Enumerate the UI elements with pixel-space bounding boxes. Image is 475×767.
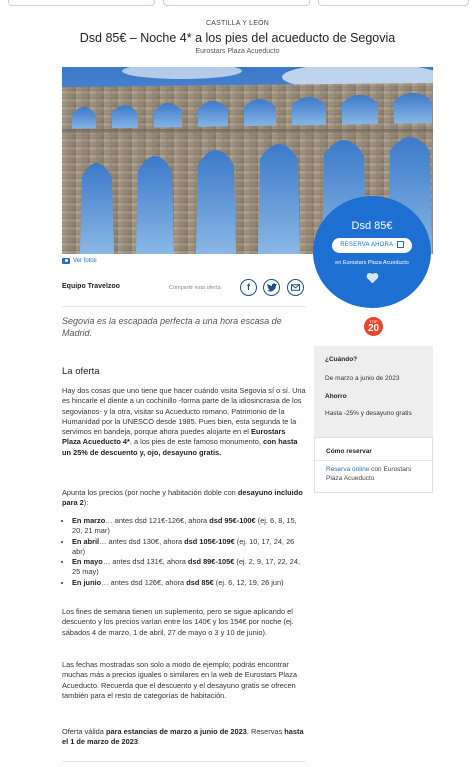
- price-dates: (ej. 2, 9, 17, 22, 24, 25 may): [72, 557, 301, 577]
- divider: [62, 306, 306, 307]
- price-month: En junio: [72, 577, 102, 587]
- offer-paragraph-1: [62, 386, 306, 458]
- price-item: [72, 516, 306, 537]
- offer-text: . Reservas: [246, 727, 285, 736]
- facebook-icon[interactable]: f: [240, 279, 257, 296]
- view-photos-label: Ver fotos: [73, 258, 97, 264]
- camera-icon: [62, 258, 70, 264]
- price-item: [72, 578, 306, 588]
- divider: [62, 761, 306, 762]
- offer-text: ):: [83, 498, 89, 508]
- price-dates: (ej. 10, 17, 24, 26 abr): [72, 536, 295, 556]
- provider-name: Eurostars Plaza Acueducto: [195, 48, 280, 55]
- price-month: En abril: [72, 536, 100, 546]
- top-button[interactable]: [8, 0, 155, 6]
- price-before: … antes dsd 121€-126€, ahora: [105, 516, 210, 525]
- price-before: … antes dsd 131€, ahora: [102, 557, 188, 567]
- book-now-label: RESERVA AHORA: [340, 242, 393, 248]
- price-now: dsd 89€-105€: [187, 557, 235, 567]
- offer-text: Apunta los precios (por noche y habitación doble con: [62, 488, 238, 497]
- divider: [315, 460, 432, 461]
- savings-heading: Ahorro: [325, 393, 347, 400]
- price-month: En mayo: [72, 557, 103, 567]
- badge-number: 20: [367, 323, 380, 334]
- intro-text: Segovia es la escapada perfecta a una hora escasa de Madrid.: [62, 316, 282, 338]
- region-label: CASTILLA Y LEÓN: [205, 20, 270, 27]
- booking-cta-circle: [313, 196, 431, 308]
- how-to-book-heading: Cómo reservar: [326, 448, 372, 455]
- twitter-icon[interactable]: [263, 279, 280, 296]
- book-online-link[interactable]: Reserva online: [326, 466, 370, 473]
- how-to-book-rest: con Eurostars Plaza Acueducto: [326, 466, 412, 482]
- external-link-icon: [397, 241, 404, 248]
- how-to-book-text: [326, 465, 426, 483]
- view-photos-link[interactable]: [62, 258, 97, 264]
- offer-text: , a los pies de este famoso monumento,: [129, 437, 264, 447]
- offer-paragraph-2: [62, 488, 306, 509]
- price-list: [62, 516, 306, 588]
- hotel-name: Eurostars Plaza Acueducto 4*: [62, 427, 286, 447]
- offer-paragraph-3: Los fines de semana tienen un suplemento, pero se sigue aplicando el descuento y los precios varían entre los 140€ y los 154€ por noche (ej. sábados 4 de marzo, 1 de abril, 27 de mayo o 3 y 10 de junio).: [62, 607, 294, 637]
- breakfast-highlight: desayuno incluido para 2: [62, 488, 303, 508]
- top20-badge: [364, 317, 383, 336]
- price-now: dsd 105€-109€: [184, 536, 235, 546]
- cta-price: Dsd 85€: [351, 220, 393, 232]
- page-title: Dsd 85€ – Noche 4* a los pies del acueducto de Segovia: [79, 31, 396, 45]
- top-button[interactable]: [318, 0, 469, 6]
- top-button[interactable]: [163, 0, 310, 6]
- price-dates: (ej. 6, 8, 15, 20, 21 mar): [72, 516, 297, 536]
- offer-paragraph-4: Las fechas mostradas son solo a modo de ejemplo; podrás encontrar muchas más a precios iguales o similares en la web de Eurostars Plaza Acueducto. Recuerda que el descuento y el desayuno gratis se ofrecen también para el resto de categorías de habitación.: [62, 660, 297, 700]
- price-now: dsd 95€-100€: [209, 516, 256, 525]
- offer-validity: [62, 727, 306, 748]
- author-name: Equipo Travelzoo: [62, 283, 120, 290]
- price-dates: (ej. 6, 12, 19, 26 jun): [213, 577, 284, 587]
- top-button-row: [0, 0, 475, 6]
- offer-text: .: [138, 737, 141, 747]
- share-label: Compartir esta oferta: [169, 285, 221, 291]
- price-now: dsd 85€: [186, 577, 214, 587]
- price-month: En marzo: [72, 516, 106, 525]
- email-icon[interactable]: [287, 279, 304, 296]
- stay-dates: para estancias de marzo a junio de 2023: [105, 727, 247, 736]
- discount-highlight: con hasta un 25% de descuento y, ojo, desayuno gratis.: [62, 437, 298, 457]
- cta-subtext: en Eurostars Plaza Acueducto: [335, 260, 409, 266]
- book-now-button[interactable]: [332, 238, 412, 253]
- when-value: De marzo a junio de 2023: [325, 375, 400, 382]
- when-panel: [314, 346, 433, 438]
- price-before: … antes dsd 130€, ahora: [99, 536, 185, 546]
- price-before: … antes dsd 126€, ahora: [101, 577, 187, 587]
- offer-heading: La oferta: [62, 366, 100, 377]
- price-item: [72, 557, 306, 578]
- offer-text: Oferta válida: [62, 727, 106, 736]
- heart-icon[interactable]: [366, 272, 379, 284]
- how-to-book-box: [314, 437, 433, 493]
- booking-deadline: hasta el 1 de marzo de 2023: [62, 727, 304, 747]
- price-item: [72, 537, 306, 558]
- badge-top-label: TOP: [369, 319, 378, 324]
- savings-value: Hasta -25% y desayuno gratis: [325, 410, 412, 417]
- when-heading: ¿Cuándo?: [325, 356, 358, 363]
- offer-text: Hay dos cosas que uno tiene que hacer cuándo visita Segovia sí o sí. Una es hincarle el diente a un cochinillo -forma parte de la idiosincrasia de los segovianos- y la otra, visitar su Acueducto romano, Patrimonio de la Humanidad por la UNESCO desde 1985. Pues bien, esta segunda te la servimos en bandeja, porque ahora puedes alojarte en el: [62, 386, 306, 437]
